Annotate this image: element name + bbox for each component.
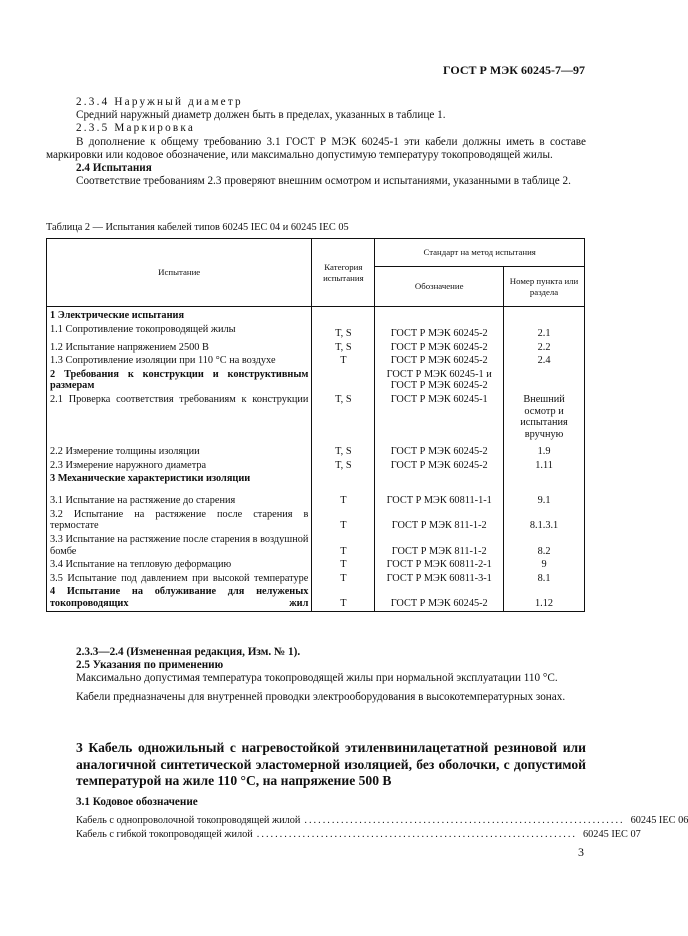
row-category: T, S <box>312 393 375 445</box>
row-category <box>312 472 375 486</box>
table-row <box>47 354 585 368</box>
row-standard: ГОСТ Р МЭК 60245-2 <box>375 585 504 611</box>
row-clause: Внешний осмотр и испытания вручную <box>504 393 585 445</box>
table-row <box>47 323 585 341</box>
table-row <box>47 445 585 459</box>
table-row <box>47 508 585 533</box>
row-name: 3.5 Испытание под давлением при высокой температуре <box>47 572 312 586</box>
row-name: 2.1 Проверка соответствия требованиям к конструкции <box>47 393 312 445</box>
row-clause <box>504 307 585 323</box>
row-category: T, S <box>312 459 375 473</box>
row-category <box>312 368 375 393</box>
row-name: 3.2 Испытание на растяжение после старения в термостате <box>47 508 312 533</box>
code-row <box>76 814 688 827</box>
dot-leader: ...................................................................... <box>256 829 577 840</box>
row-clause: 2.4 <box>504 354 585 368</box>
row-standard: ГОСТ Р МЭК 60245-2 <box>375 323 504 341</box>
row-clause: 1.9 <box>504 445 585 459</box>
page-header: ГОСТ Р МЭК 60245-7—97 <box>443 63 585 77</box>
row-standard <box>375 307 504 323</box>
table-row <box>47 533 585 558</box>
table-row <box>47 459 585 473</box>
row-standard: ГОСТ Р МЭК 60245-2 <box>375 445 504 459</box>
row-standard <box>375 472 504 486</box>
after-table-block <box>46 646 586 704</box>
row-category: T, S <box>312 341 375 355</box>
row-clause: 8.2 <box>504 533 585 558</box>
row-clause: 1.12 <box>504 585 585 611</box>
table-row <box>47 341 585 355</box>
intro-block <box>46 96 586 188</box>
row-clause: 8.1 <box>504 572 585 586</box>
table-row <box>47 393 585 445</box>
header-designation: Обозначение <box>375 267 504 307</box>
section-2-4-text: Соответствие требованиям 2.3 проверяют внешним осмотром и испытаниями, указанными в таблице 2. <box>76 175 571 188</box>
row-standard: ГОСТ Р МЭК 60811-2-1 <box>375 558 504 572</box>
row-standard: ГОСТ Р МЭК 60245-1 <box>375 393 504 445</box>
code-value: 60245 IEC 07 <box>583 829 641 840</box>
row-name: 2.2 Измерение толщины изоляции <box>47 445 312 459</box>
section-2-3-4-heading: 2.3.4 Наружный диаметр <box>76 96 243 108</box>
row-category: T <box>312 508 375 533</box>
header-test: Испытание <box>47 239 312 307</box>
code-row <box>76 828 641 841</box>
row-category: T <box>312 486 375 508</box>
row-standard: ГОСТ Р МЭК 811-1-2 <box>375 508 504 533</box>
row-name: 1 Электрические испытания <box>47 307 312 323</box>
row-category <box>312 307 375 323</box>
section-3-title: 3 Кабель одножильный с нагревостойкой этиленвинилацетатной резиновой или аналогичной синтетической эластомерной изоляцией, без оболочки, с допустимой температурой на жиле 110 °С, на напряжение 500 В <box>76 740 586 789</box>
row-standard: ГОСТ Р МЭК 60811-3-1 <box>375 572 504 586</box>
row-clause <box>504 472 585 486</box>
header-category: Категория испытания <box>312 239 375 307</box>
section-2-3-5-heading: 2.3.5 Маркировка <box>76 122 196 135</box>
section-2-5-heading: 2.5 Указания по применению <box>76 659 224 672</box>
row-clause: 2.2 <box>504 341 585 355</box>
section-2-3-4-text: Средний наружный диаметр должен быть в пределах, указанных в таблице 1. <box>76 109 446 122</box>
table-row <box>47 585 585 611</box>
table-2 <box>46 238 585 612</box>
row-standard: ГОСТ Р МЭК 60245-2 <box>375 341 504 355</box>
row-name: 3.4 Испытание на тепловую деформацию <box>47 558 312 572</box>
code-label: Кабель с однопроволочной токопроводящей жилой <box>76 815 301 826</box>
code-label: Кабель с гибкой токопроводящей жилой <box>76 829 253 840</box>
table-row <box>47 472 585 486</box>
row-name: 1.1 Сопротивление токопроводящей жилы <box>47 323 312 341</box>
section-2-5-text-2: Кабели предназначены для внутренней проводки электрооборудования в высокотемпературных зонах. <box>76 690 566 703</box>
row-name: 3 Механические характеристики изоляции <box>47 472 312 486</box>
row-name: 4 Испытание на облуживание для нелуженых токопроводящих жил <box>47 585 312 611</box>
table-row <box>47 307 585 323</box>
row-name: 1.2 Испытание напряжением 2500 В <box>47 341 312 355</box>
section-2-4-heading: 2.4 Испытания <box>76 162 152 175</box>
row-name: 2 Требования к конструкции и конструктивным размерам <box>47 368 312 393</box>
table-row <box>47 486 585 508</box>
row-name: 2.3 Измерение наружного диаметра <box>47 459 312 473</box>
row-clause: 1.11 <box>504 459 585 473</box>
row-category: T <box>312 354 375 368</box>
row-category: T <box>312 585 375 611</box>
section-2-5-text-1: Максимально допустимая температура токопроводящей жилы при нормальной эксплуатации 110 °С. <box>76 672 558 685</box>
dot-leader: ...................................................................... <box>304 815 625 826</box>
table-caption: Таблица 2 — Испытания кабелей типов 60245 IEC 04 и 60245 IEC 05 <box>46 222 349 233</box>
header-standard: Стандарт на метод испытания <box>375 239 585 267</box>
row-standard: ГОСТ Р МЭК 811-1-2 <box>375 533 504 558</box>
row-category: T <box>312 572 375 586</box>
row-clause: 8.1.3.1 <box>504 508 585 533</box>
header-clause: Номер пункта или раздела <box>504 267 585 307</box>
row-clause <box>504 368 585 393</box>
row-category: T <box>312 558 375 572</box>
row-category: T, S <box>312 445 375 459</box>
row-standard: ГОСТ Р МЭК 60245-2 <box>375 354 504 368</box>
section-2-3-5-text: В дополнение к общему требованию 3.1 ГОСТ Р МЭК 60245-1 эти кабели должны иметь в составе маркировки или кодовое обозначение, или максимально допустимую температуру токопроводящей жилы. <box>46 135 586 161</box>
row-clause: 2.1 <box>504 323 585 341</box>
row-standard: ГОСТ Р МЭК 60245-2 <box>375 459 504 473</box>
row-name: 3.1 Испытание на растяжение до старения <box>47 486 312 508</box>
page-number: 3 <box>578 845 584 859</box>
row-category: T <box>312 533 375 558</box>
table-row <box>47 558 585 572</box>
section-3-1-heading: 3.1 Кодовое обозначение <box>76 796 198 808</box>
row-category: T, S <box>312 323 375 341</box>
row-clause: 9 <box>504 558 585 572</box>
row-standard: ГОСТ Р МЭК 60811-1-1 <box>375 486 504 508</box>
table-row <box>47 368 585 393</box>
row-name: 3.3 Испытание на растяжение после старения в воздушной бомбе <box>47 533 312 558</box>
edit-note: 2.3.3—2.4 (Измененная редакция, Изм. № 1). <box>76 646 301 658</box>
row-standard: ГОСТ Р МЭК 60245-1 и ГОСТ Р МЭК 60245-2 <box>375 368 504 393</box>
code-value: 60245 IEC 06 <box>630 815 688 826</box>
row-clause: 9.1 <box>504 486 585 508</box>
table-row <box>47 572 585 586</box>
row-name: 1.3 Сопротивление изоляции при 110 °С на воздухе <box>47 354 312 368</box>
